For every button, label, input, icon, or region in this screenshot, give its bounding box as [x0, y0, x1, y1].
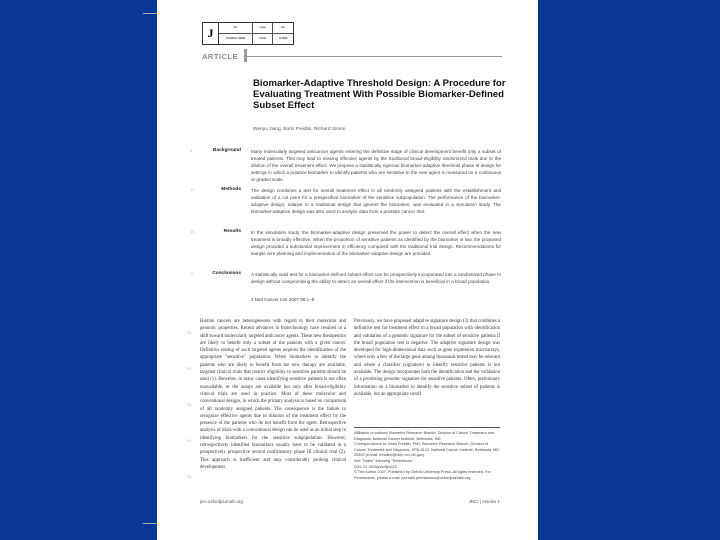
affiliations — [354, 431, 500, 481]
body-column-right: Previously, we have proposed adaptive signature design (3) that combines a definitive test for treatment effect in a broad population with identification and validation of a genomic signature for the subset of sensitive patients if the broad population test is negative. The adaptive signature design was developed for high-dimensional data such as gene expression microarrays, where only a few of the large gene among thousands tested may be relevant and where a classifier (signature) to identify sensitive patients is not available. The design incorporates both the identification and the validation of a promising genomic signature for sensitive patients. Often, preliminary information on a biomarker to identify the sensitive subset of patients is available, but an appropriate cutoff — [354, 319, 500, 397]
line-number: 40 — [187, 438, 192, 443]
logo-cell: Vol. — [219, 23, 252, 34]
line-number: 35 — [187, 402, 192, 407]
notes-ref: See "Notes" following "References." — [354, 458, 415, 463]
journal-logo — [202, 22, 294, 45]
crop-mark — [143, 13, 157, 14]
logo-cell: JOURNAL NAME — [225, 36, 246, 40]
abstract-label: Results — [223, 229, 241, 234]
abstract-text: In the simulation study, the biomarker-adaptive design preserved the power to detect the overall effect when the new treatment is broadly effective. When the proportion of sensitive patients as identified by the biomarker is low, the proposed design provided a substantial improvement in efficiency compared with the traditional trial design. Recommendations for sample size planning and implementation of the biomarker-adaptive design are provided. — [251, 230, 501, 257]
logo-cell: Article — [252, 34, 273, 45]
footnote-divider — [354, 427, 500, 428]
abstract-text: The design combines a test for overall treatment effect in all randomly assigned patients with the establishment and validation of a cut point for a prespecified biomarker of the sensitive subpopulation. The performance of the biomarker-adaptive design, relative to a traditional design that ignores the biomarker, was evaluated in a simulation study. The biomarker-adaptive design was also used to analyze data from a prostate cancer trial. — [251, 188, 501, 215]
line-number: 30 — [187, 366, 192, 371]
copyright: © The Author 2007. Published by Oxford University Press. All rights reserved. For Permissions, please e-mail: journals.permissions@oxfordjournals.org. — [354, 470, 491, 480]
abstract-text: Many molecularly targeted anticancer agents entering the definitive stage of clinical development benefit only a subset of treated patients. This may lead to missing effective agents by the traditional broad-eligibility randomized trials due to the dilution of the overall treatment effect. We propose a statistically rigorous biomarker-adaptive threshold phase III design for settings in which a putative biomarker to identify patients who are sensitive to the new agent is measured on a continuous or graded scale. — [251, 149, 501, 183]
logo-mark: J — [203, 23, 219, 44]
section-label: ARTICLE — [202, 52, 238, 61]
line-number: 45 — [187, 474, 192, 479]
citation: J Natl Cancer Inst 2007;99:1–8 — [251, 297, 315, 302]
affiliation-note: Affiliation of authors: Biometric Research Branch, Division of Cancer Treatment and Diagnosis, National Cancer Institute, Bethesda, MD. — [354, 431, 495, 441]
line-number: 5 — [190, 148, 193, 153]
document-page — [157, 0, 538, 540]
logo-cell: CHARS — [272, 34, 293, 45]
footer-url: jnci.oxfordjournals.org — [200, 499, 243, 504]
body-column-left: Human cancers are heterogeneous with regard to their molecular and genomic properties. Recent advances in biotechnology have resulted in a shift toward molecularly targeted anticancer agents. These new therapeutics are likely to benefit only a subset of the patients with a given cancer. Definitive testing of such targeted agents requires the identification of the appropriate "sensitive" population. When biomarkers to identify the patients who are likely to benefit from the new therapy are available, targeted clinical trials that restrict eligibility to sensitive patients should be used (1). However, in many cases identifying sensitive patients is not often unavailable, or the assays are available but only after broad-eligibility clinical trials are used in practice. Most of these molecular and conventional designs, in which the primary analysis is based on comparison of all randomly assigned patients. The consequence is the failure to recognize effective agents due to dilution of the treatment effect by the presence of the patients who do not benefit from the agent. Retrospective analysis of trials with a conventional design can be used as an initial step in identifying biomarkers for the sensitive subpopulation. However, retrospectively identified biomarkers usually have to be validated in a prospectively prospective second confirmatory phase III clinical trial (2). This approach is inefficient and may considerably prolong clinical development. — [200, 319, 346, 470]
line-number: 15 — [190, 229, 195, 234]
correspondence-note: Correspondence to: Boris Freidlin, PhD, Biometric Research Branch, Division of Cancer Treatment and Diagnosis, EPN-8122, National Cancer Institute, Bethesda, MD 20892 (e-mail: freidlinb@ctep.nci.nih.gov). — [354, 442, 499, 458]
logo-cell: Issue — [252, 23, 273, 34]
abstract-label: Background — [213, 148, 241, 153]
authors: Wenyu Jiang, Boris Freidlin, Richard Simon — [253, 127, 346, 132]
line-number: 25 — [187, 330, 192, 335]
divider — [247, 56, 502, 57]
article-title: Biomarker-Adaptive Threshold Design: A Procedure for Evaluating Treatment With Possible Biomarker-Defined Subset Effect — [253, 78, 506, 111]
crop-mark — [143, 523, 157, 524]
footer-page: JNCI | Articles 1 — [468, 499, 500, 504]
line-number: 10 — [190, 187, 195, 192]
abstract-label: Methods — [221, 187, 241, 192]
abstract-label: Conclusions — [212, 271, 241, 276]
abstract-text: A statistically valid test for a biomarker-defined subset effect can be prospectively incorporated into a randomized phase III design without compromising the ability to detect an overall effect if the intervention is beneficial in a broad population. — [251, 272, 501, 285]
line-number: 20 — [190, 271, 195, 276]
logo-cell: No. — [272, 23, 293, 34]
doi: DOI: 10.1093/jnci/djm022 — [354, 464, 397, 469]
